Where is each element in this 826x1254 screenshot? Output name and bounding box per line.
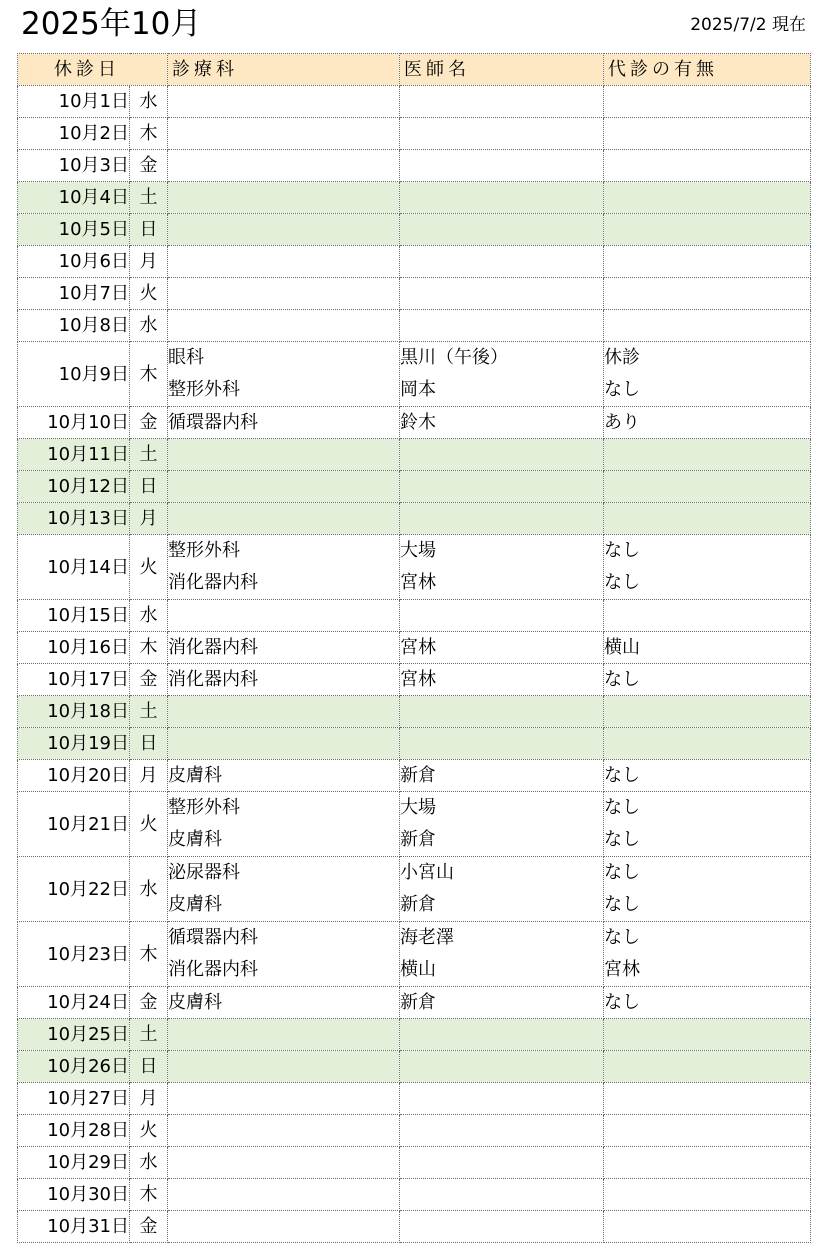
closure-date-cell: 10月16日 <box>18 632 130 664</box>
closure-date-cell: 10月17日 <box>18 664 130 696</box>
substitute-cell <box>604 1147 811 1179</box>
weekday-cell: 土 <box>130 439 168 471</box>
department-cell <box>168 246 400 278</box>
substitute-cell <box>604 1115 811 1147</box>
substitute-line: なし <box>604 572 640 593</box>
weekday-cell: 月 <box>130 760 168 792</box>
doctor-cell <box>400 1051 604 1083</box>
department-cell <box>168 182 400 214</box>
doctor-line: 岡本 <box>400 379 436 400</box>
department-cell <box>168 1083 400 1115</box>
closure-date-cell: 10月21日 <box>18 792 130 857</box>
doctor-line: 大場 <box>400 797 436 818</box>
doctor-line: 新倉 <box>400 829 436 850</box>
substitute-cell <box>604 214 811 246</box>
closure-date-cell: 10月24日 <box>18 987 130 1019</box>
substitute-cell <box>604 1051 811 1083</box>
department-cell <box>168 503 400 535</box>
weekday-cell: 木 <box>130 922 168 987</box>
substitute-cell <box>604 792 811 857</box>
weekday-cell: 水 <box>130 86 168 118</box>
doctor-cell <box>400 1115 604 1147</box>
table-row <box>18 792 811 857</box>
doctor-line: 大場 <box>400 540 436 561</box>
department-cell <box>168 214 400 246</box>
doctor-cell <box>400 342 604 407</box>
department-line: 皮膚科 <box>168 829 222 850</box>
weekday-cell: 日 <box>130 728 168 760</box>
table-row <box>18 503 811 535</box>
doctor-line: 宮林 <box>400 572 436 593</box>
closure-date-cell: 10月30日 <box>18 1179 130 1211</box>
department-cell <box>168 86 400 118</box>
doctor-cell <box>400 696 604 728</box>
closure-date-cell: 10月25日 <box>18 1019 130 1051</box>
weekday-cell: 火 <box>130 792 168 857</box>
closure-date-cell: 10月18日 <box>18 696 130 728</box>
substitute-cell: なし <box>604 760 811 792</box>
table-row <box>18 310 811 342</box>
column-header-closure-date: 休診日 <box>18 54 168 86</box>
table-row <box>18 987 811 1019</box>
department-cell <box>168 1115 400 1147</box>
substitute-cell <box>604 1083 811 1115</box>
department-cell: 皮膚科 <box>168 760 400 792</box>
substitute-line: なし <box>604 379 640 400</box>
weekday-cell: 火 <box>130 278 168 310</box>
substitute-cell <box>604 503 811 535</box>
doctor-cell: 宮林 <box>400 664 604 696</box>
department-line: 整形外科 <box>168 540 240 561</box>
department-cell <box>168 922 400 987</box>
weekday-cell: 金 <box>130 664 168 696</box>
doctor-cell <box>400 792 604 857</box>
department-cell <box>168 150 400 182</box>
department-cell: 皮膚科 <box>168 987 400 1019</box>
table-row <box>18 600 811 632</box>
department-line: 循環器内科 <box>168 927 258 948</box>
doctor-cell <box>400 1179 604 1211</box>
substitute-cell <box>604 922 811 987</box>
table-row <box>18 278 811 310</box>
closure-date-cell: 10月23日 <box>18 922 130 987</box>
substitute-cell <box>604 471 811 503</box>
department-cell <box>168 600 400 632</box>
weekday-cell: 土 <box>130 182 168 214</box>
weekday-cell: 木 <box>130 342 168 407</box>
column-header-substitute: 代診の有無 <box>604 54 811 86</box>
doctor-cell: 新倉 <box>400 987 604 1019</box>
department-cell <box>168 696 400 728</box>
table-row <box>18 439 811 471</box>
weekday-cell: 金 <box>130 1211 168 1243</box>
doctor-cell <box>400 118 604 150</box>
substitute-cell: なし <box>604 987 811 1019</box>
table-row <box>18 1179 811 1211</box>
closure-date-cell: 10月6日 <box>18 246 130 278</box>
closure-date-cell: 10月29日 <box>18 1147 130 1179</box>
closure-schedule-table <box>17 53 811 1243</box>
substitute-cell <box>604 118 811 150</box>
closure-date-cell: 10月28日 <box>18 1115 130 1147</box>
page-title: 2025年10月 <box>21 6 202 42</box>
department-cell: 循環器内科 <box>168 407 400 439</box>
weekday-cell: 水 <box>130 857 168 922</box>
department-cell <box>168 118 400 150</box>
weekday-cell: 日 <box>130 1051 168 1083</box>
doctor-cell <box>400 471 604 503</box>
department-cell <box>168 792 400 857</box>
department-cell <box>168 1211 400 1243</box>
doctor-cell <box>400 86 604 118</box>
department-line: 泌尿器科 <box>168 862 240 883</box>
closure-date-cell: 10月27日 <box>18 1083 130 1115</box>
table-row <box>18 246 811 278</box>
table-row <box>18 150 811 182</box>
substitute-line: 休診 <box>604 347 640 368</box>
doctor-line: 海老澤 <box>400 927 454 948</box>
table-row <box>18 1211 811 1243</box>
substitute-cell <box>604 1019 811 1051</box>
doctor-cell: 新倉 <box>400 760 604 792</box>
weekday-cell: 金 <box>130 150 168 182</box>
closure-date-cell: 10月14日 <box>18 535 130 600</box>
doctor-cell <box>400 1083 604 1115</box>
table-row <box>18 407 811 439</box>
department-line: 皮膚科 <box>168 894 222 915</box>
doctor-cell <box>400 1211 604 1243</box>
closure-date-cell: 10月12日 <box>18 471 130 503</box>
department-line: 整形外科 <box>168 379 240 400</box>
closure-date-cell: 10月31日 <box>18 1211 130 1243</box>
substitute-cell <box>604 86 811 118</box>
table-header-row <box>18 54 811 86</box>
substitute-cell <box>604 600 811 632</box>
table-row <box>18 1019 811 1051</box>
table-row <box>18 1083 811 1115</box>
weekday-cell: 火 <box>130 1115 168 1147</box>
department-cell <box>168 342 400 407</box>
as-of-date: 2025/7/2 現在 <box>690 15 806 35</box>
department-line: 消化器内科 <box>168 959 258 980</box>
doctor-cell <box>400 1147 604 1179</box>
weekday-cell: 月 <box>130 1083 168 1115</box>
column-header-department: 診療科 <box>168 54 400 86</box>
substitute-cell <box>604 535 811 600</box>
department-line: 眼科 <box>168 347 204 368</box>
doctor-line: 黒川（午後） <box>400 347 508 368</box>
department-cell <box>168 278 400 310</box>
substitute-cell <box>604 1179 811 1211</box>
department-cell: 消化器内科 <box>168 664 400 696</box>
table-row <box>18 696 811 728</box>
table-row <box>18 1051 811 1083</box>
weekday-cell: 水 <box>130 310 168 342</box>
closure-date-cell: 10月10日 <box>18 407 130 439</box>
department-cell: 消化器内科 <box>168 632 400 664</box>
weekday-cell: 日 <box>130 214 168 246</box>
weekday-cell: 水 <box>130 1147 168 1179</box>
weekday-cell: 月 <box>130 246 168 278</box>
weekday-cell: 木 <box>130 1179 168 1211</box>
department-cell <box>168 439 400 471</box>
closure-date-cell: 10月1日 <box>18 86 130 118</box>
substitute-cell <box>604 857 811 922</box>
doctor-cell <box>400 310 604 342</box>
doctor-cell: 宮林 <box>400 632 604 664</box>
weekday-cell: 火 <box>130 535 168 600</box>
closure-date-cell: 10月2日 <box>18 118 130 150</box>
substitute-cell <box>604 150 811 182</box>
table-row <box>18 1115 811 1147</box>
substitute-cell <box>604 246 811 278</box>
doctor-cell <box>400 278 604 310</box>
weekday-cell: 金 <box>130 987 168 1019</box>
substitute-line: なし <box>604 862 640 883</box>
substitute-line: なし <box>604 540 640 561</box>
substitute-cell <box>604 439 811 471</box>
doctor-cell <box>400 503 604 535</box>
department-cell <box>168 535 400 600</box>
doctor-cell <box>400 922 604 987</box>
doctor-cell: 鈴木 <box>400 407 604 439</box>
weekday-cell: 金 <box>130 407 168 439</box>
table-row <box>18 214 811 246</box>
department-cell <box>168 1179 400 1211</box>
doctor-cell <box>400 535 604 600</box>
substitute-cell <box>604 1211 811 1243</box>
substitute-line: なし <box>604 894 640 915</box>
substitute-cell <box>604 342 811 407</box>
closure-date-cell: 10月8日 <box>18 310 130 342</box>
weekday-cell: 日 <box>130 471 168 503</box>
doctor-cell <box>400 150 604 182</box>
weekday-cell: 土 <box>130 1019 168 1051</box>
doctor-cell <box>400 214 604 246</box>
substitute-cell <box>604 728 811 760</box>
weekday-cell: 水 <box>130 600 168 632</box>
department-cell <box>168 1051 400 1083</box>
substitute-line: なし <box>604 927 640 948</box>
table-row <box>18 182 811 214</box>
table-row <box>18 760 811 792</box>
doctor-cell <box>400 1019 604 1051</box>
closure-date-cell: 10月5日 <box>18 214 130 246</box>
closure-date-cell: 10月7日 <box>18 278 130 310</box>
doctor-cell <box>400 246 604 278</box>
doctor-cell <box>400 728 604 760</box>
table-row <box>18 342 811 407</box>
table-row <box>18 118 811 150</box>
doctor-line: 横山 <box>400 959 436 980</box>
table-row <box>18 86 811 118</box>
doctor-cell <box>400 857 604 922</box>
department-cell <box>168 1019 400 1051</box>
weekday-cell: 木 <box>130 632 168 664</box>
department-cell <box>168 471 400 503</box>
doctor-cell <box>400 439 604 471</box>
table-row <box>18 857 811 922</box>
doctor-cell <box>400 182 604 214</box>
substitute-cell: 横山 <box>604 632 811 664</box>
substitute-line: 宮林 <box>604 959 640 980</box>
closure-date-cell: 10月11日 <box>18 439 130 471</box>
substitute-line: なし <box>604 829 640 850</box>
weekday-cell: 土 <box>130 696 168 728</box>
department-line: 整形外科 <box>168 797 240 818</box>
table-row <box>18 664 811 696</box>
substitute-cell <box>604 310 811 342</box>
closure-date-cell: 10月9日 <box>18 342 130 407</box>
substitute-cell: あり <box>604 407 811 439</box>
closure-date-cell: 10月4日 <box>18 182 130 214</box>
doctor-line: 新倉 <box>400 894 436 915</box>
substitute-cell <box>604 278 811 310</box>
table-row <box>18 535 811 600</box>
table-row <box>18 632 811 664</box>
table-row <box>18 1147 811 1179</box>
weekday-cell: 月 <box>130 503 168 535</box>
closure-date-cell: 10月3日 <box>18 150 130 182</box>
table-row <box>18 471 811 503</box>
department-cell <box>168 728 400 760</box>
substitute-cell <box>604 182 811 214</box>
table-row <box>18 728 811 760</box>
substitute-cell <box>604 696 811 728</box>
substitute-line: なし <box>604 797 640 818</box>
doctor-cell <box>400 600 604 632</box>
table-row <box>18 922 811 987</box>
department-cell <box>168 857 400 922</box>
department-cell <box>168 310 400 342</box>
closure-date-cell: 10月26日 <box>18 1051 130 1083</box>
substitute-cell: なし <box>604 664 811 696</box>
department-cell <box>168 1147 400 1179</box>
closure-date-cell: 10月13日 <box>18 503 130 535</box>
column-header-doctor: 医師名 <box>400 54 604 86</box>
closure-date-cell: 10月19日 <box>18 728 130 760</box>
closure-date-cell: 10月22日 <box>18 857 130 922</box>
weekday-cell: 木 <box>130 118 168 150</box>
department-line: 消化器内科 <box>168 572 258 593</box>
closure-date-cell: 10月20日 <box>18 760 130 792</box>
closure-date-cell: 10月15日 <box>18 600 130 632</box>
doctor-line: 小宮山 <box>400 862 454 883</box>
